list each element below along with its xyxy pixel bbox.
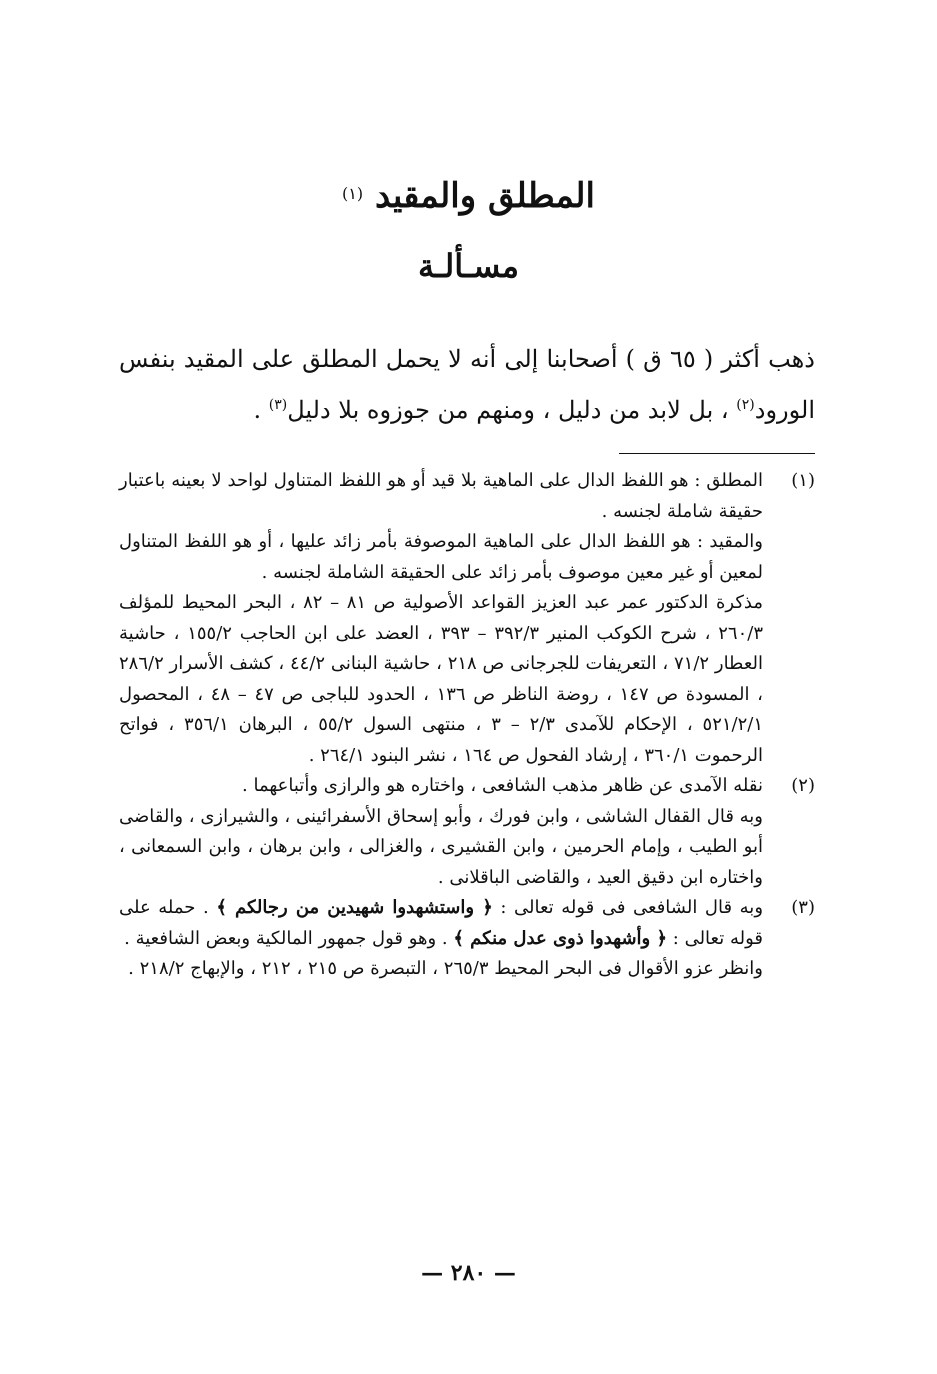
footnote-1 (119, 466, 815, 771)
main-paragraph-part-2: ، بل لابد من دليل ، ومنهم من جوزوه بلا دليل (287, 396, 729, 424)
footnote-text: . وهو قول جمهور المالكية وبعض الشافعية . (124, 927, 454, 949)
footnote-body (119, 466, 763, 771)
footnote-body (119, 771, 763, 893)
footnotes-section (119, 466, 815, 985)
footnote-3 (119, 893, 815, 985)
footnote-paragraph: وبه قال القفال الشاشى ، وابن فورك ، وأبو إسحاق الأسفرائينى ، والشيرازى ، والقاضى أبو الطيب ، وإمام الحرمين ، وابن القشيرى ، والغزالى ، وابن برهان ، وابن السمعانى ، واختاره ابن دقيق العيد ، والقاضى الباقلانى . (119, 805, 763, 888)
footnote-paragraph: مذكرة الدكتور عمر عبد العزيز القواعد الأصولية ص ٨١ – ٨٢ ، البحر المحيط للمؤلف ٢٦٠/٣ ، شرح الكوكب المنير ٣٩٢/٣ – ٣٩٣ ، العضد على ابن الحاجب ١٥٥/٢ ، حاشية العطار ٧١/٢ ، التعريفات للجرجانى ص ٢١٨ ، حاشية البنانى ٤٤/٢ ، كشف الأسرار ٢٨٦/٢ ، المسودة ص ١٤٧ ، روضة الناظر ص ١٣٦ ، الحدود للباجى ص ٤٧ – ٤٨ ، المحصول ٥٢١/٢/١ ، الإحكام للآمدى ٢/٣ – ٣ ، منتهى السول ٥٥/٢ ، البرهان ٣٥٦/١ ، فواتح الرحموت ٣٦٠/١ ، إرشاد الفحول ص ١٦٤ ، نشر البنود ٢٦٤/١ . (119, 592, 764, 766)
footnote-paragraph: والمقيد : هو اللفظ الدال على الماهية الموصوفة بأمر زائد عليها ، أو هو اللفظ المتناول لمعين أو غير معين موصوف بأمر زائد على الحقيقة الشاملة لجنسه . (119, 531, 763, 583)
footnote-paragraph: وانظر عزو الأقوال فى البحر المحيط ٢٦٥/٣ ، التبصرة ص ٢١٥ ، ٢١٢ ، والإبهاج ٢١٨/٢ . (128, 958, 763, 979)
footnote-paragraph: المطلق : هو اللفظ الدال على الماهية بلا قيد أو هو اللفظ المتناول لواحد لا بعينه باعتبار حقيقة شاملة لجنسه . (119, 470, 763, 522)
main-paragraph (119, 336, 815, 433)
main-paragraph-part-1: ذهب أكثر ( ٦٥ ق ) أصحابنا إلى أنه لا يحمل المطلق على المقيد بنفس الورود (119, 345, 815, 424)
chapter-title (0, 168, 937, 224)
footnote-ref-2: (٢) (736, 397, 755, 413)
footnote-paragraph (119, 893, 763, 954)
footnote-paragraph: نقله الآمدى عن ظاهر مذهب الشافعى ، واختاره هو والرازى وأتباعهما . (242, 775, 763, 796)
main-paragraph-part-3: . (253, 396, 269, 424)
footnote-2 (119, 771, 815, 893)
footnote-ref-3: (٣) (268, 397, 288, 413)
chapter-title-text: المطلق والمقيد (374, 176, 595, 216)
quran-verse-2: ﴿ وأشهدوا ذوى عدل منكم ﴾ (453, 927, 668, 949)
footnote-text: . حمله على قوله تعالى : (119, 897, 763, 949)
footnote-separator (619, 453, 815, 454)
footnote-number: (٣) (791, 897, 815, 918)
footnote-text: وبه قال الشافعى فى قوله تعالى : (492, 897, 764, 918)
quran-verse-1: ﴿ واستشهدوا شهيدين من رجالكم ﴾ (216, 897, 493, 918)
footnote-body (119, 893, 763, 985)
page-number: — ٢٨٠ — (421, 1260, 516, 1286)
section-subtitle: مسـألـة (417, 247, 520, 285)
footnote-number: (١) (791, 470, 815, 491)
chapter-title-footnote-ref: (١) (342, 184, 364, 203)
footnote-number: (٢) (791, 775, 815, 796)
